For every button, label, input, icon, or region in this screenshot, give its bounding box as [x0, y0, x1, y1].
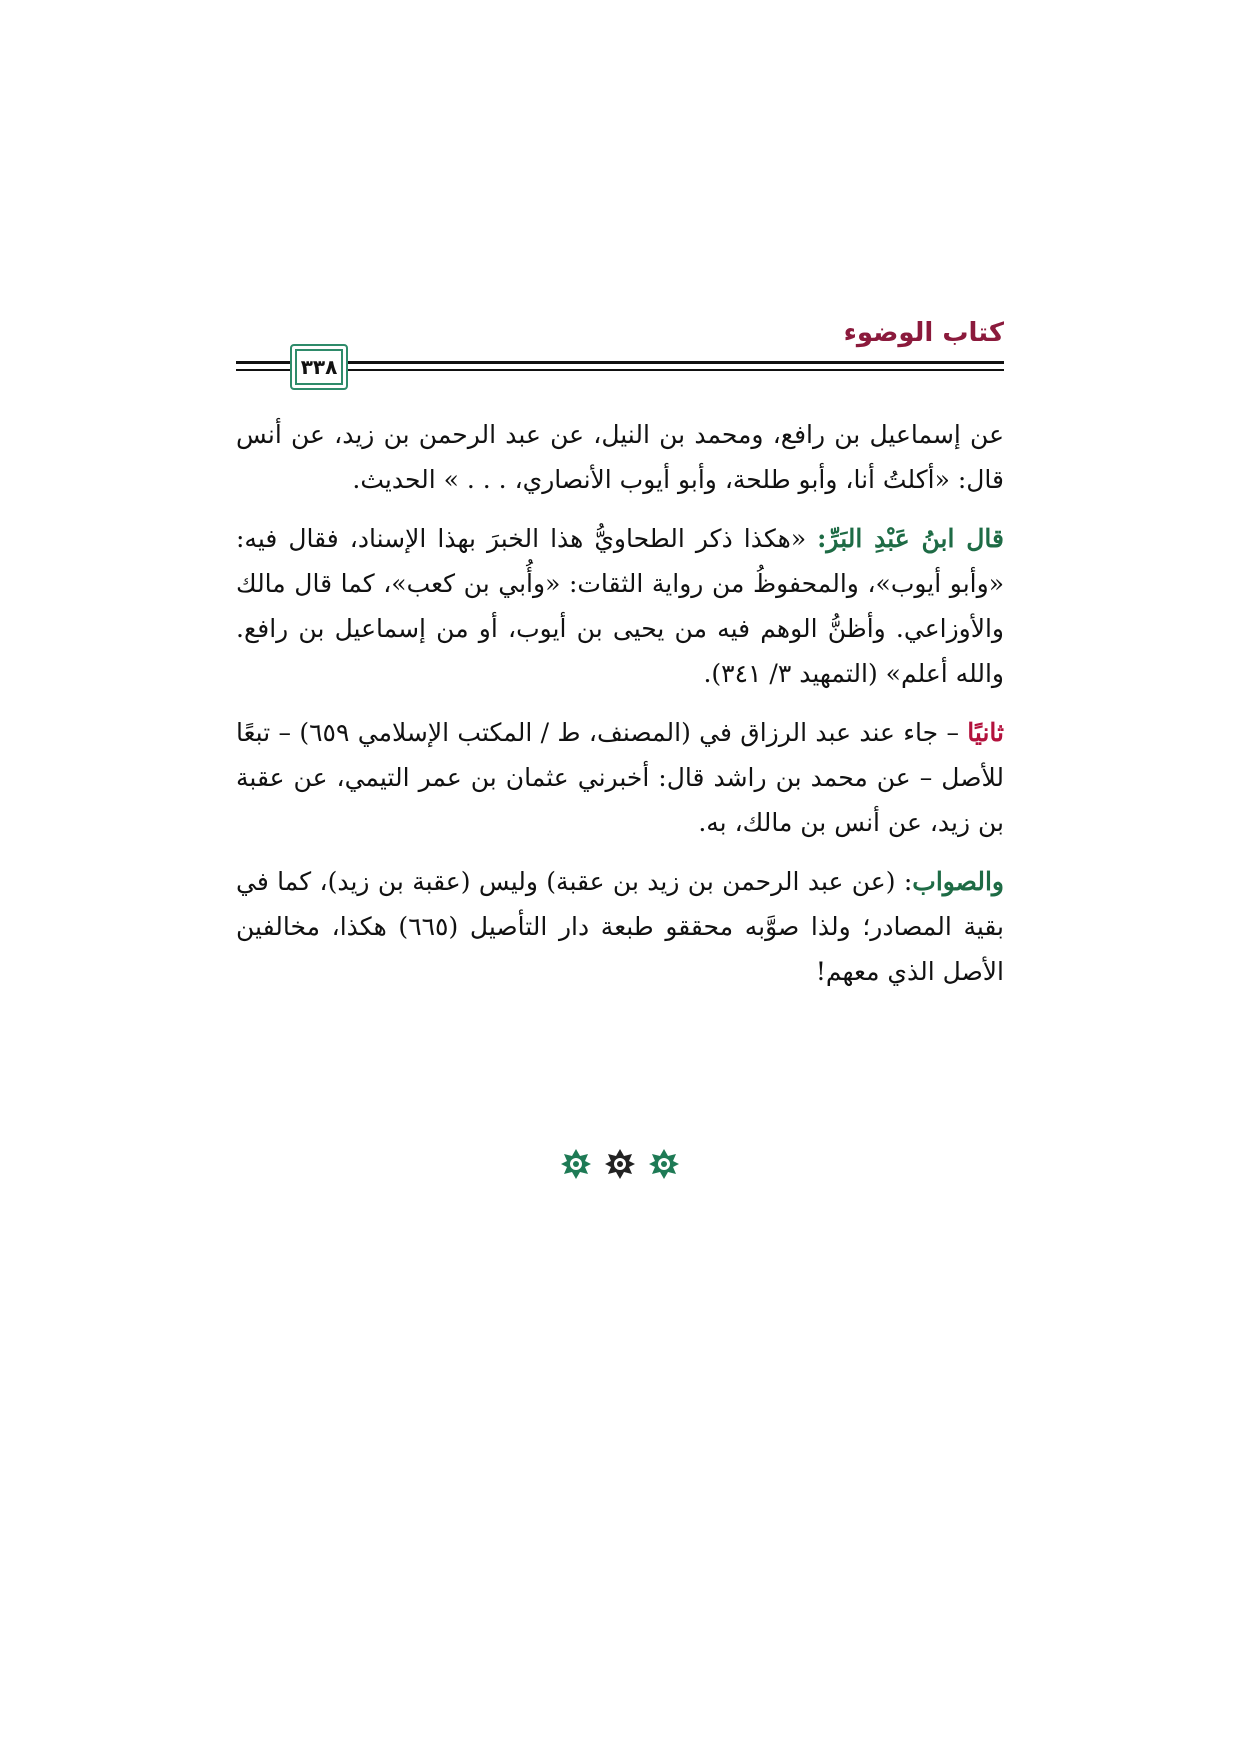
paragraph-lead: والصواب: [912, 867, 1004, 896]
header-rule-bottom: [236, 369, 1004, 371]
paragraph: [236, 859, 1004, 994]
section-end-ornaments: [560, 1148, 680, 1188]
star-ornament-icon: [648, 1148, 680, 1180]
page-number-badge: [290, 344, 348, 390]
page-number: ٣٣٨: [300, 355, 338, 379]
header-rule-top: [236, 361, 1004, 364]
paragraph-text: – جاء عند عبد الرزاق في (المصنف، ط / المكتب الإسلامي ٦٥٩) – تبعًا للأصل – عن محمد بن راشد قال: أخبرني عثمان بن عمر التيمي، عن عقبة بن زيد، عن أنس بن مالك، به.: [236, 718, 1004, 837]
star-ornament-icon: [604, 1148, 636, 1180]
paragraph: [236, 710, 1004, 845]
paragraph: [236, 516, 1004, 696]
paragraph-lead: ثانيًا: [967, 718, 1004, 747]
paragraph: [236, 412, 1004, 502]
page-header: [236, 318, 1004, 390]
paragraph-text: عن إسماعيل بن رافع، ومحمد بن النيل، عن عبد الرحمن بن زيد، عن أنس قال: «أكلتُ أنا، وأبو طلحة، وأبو أيوب الأنصاري، . . . » الحديث.: [236, 420, 1004, 494]
paragraph-text: : (عن عبد الرحمن بن زيد بن عقبة) وليس (عقبة بن زيد)، كما في بقية المصادر؛ ولذا صوَّبه محققو طبعة دار التأصيل (٦٦٥) هكذا، مخالفين الأصل الذي معهم!: [236, 867, 1004, 986]
paragraph-text: «هكذا ذكر الطحاويُّ هذا الخبرَ بهذا الإسناد، فقال فيه: «وأبو أيوب»، والمحفوظُ من رواية الثقات: «وأُبي بن كعب»، كما قال مالك والأوزاعي. وأظنُّ الوهم فيه من يحيى بن أيوب، أو من إسماعيل بن رافع. والله أعلم» (التمهيد ٣/ ٣٤١).: [236, 524, 1004, 688]
page-body: [236, 412, 1004, 1008]
paragraph-lead: قال ابنُ عَبْدِ البَرِّ:: [817, 524, 1004, 553]
book-title: كتاب الوضوء: [843, 318, 1004, 348]
star-ornament-icon: [560, 1148, 592, 1180]
